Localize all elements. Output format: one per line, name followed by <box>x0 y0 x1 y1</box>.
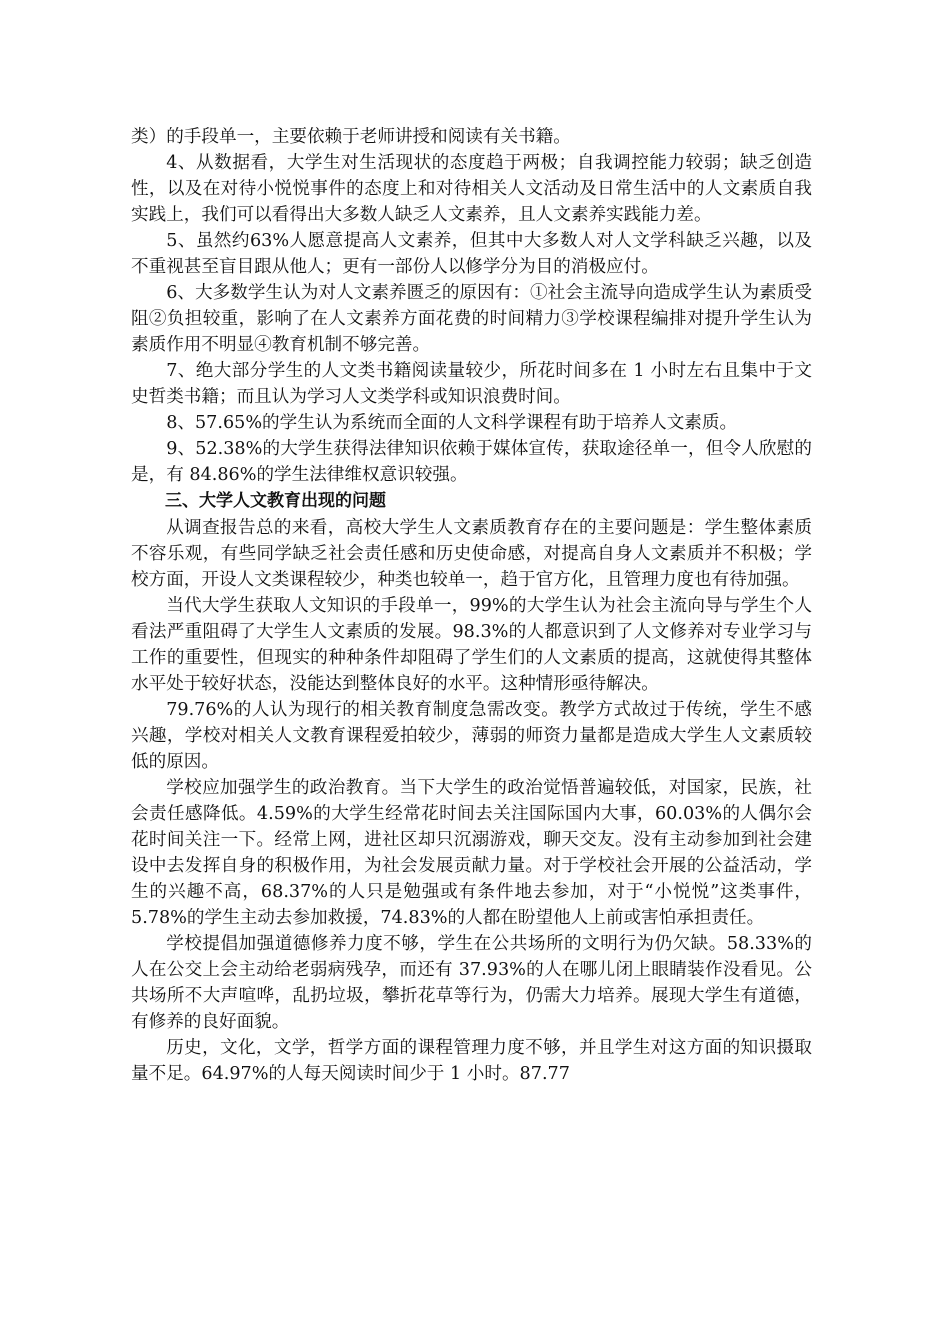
section-heading: 三、大学人文教育出现的问题 <box>165 491 386 511</box>
paragraph-finding-5: 5、虽然约63%人愿意提高人文素养，但其中大多数人对人文学科缺乏兴趣，以及不重视甚至盲目跟从他人；更有一部份人以修学分为目的消极应付。 <box>131 231 812 277</box>
paragraph-finding-7: 7、绝大部分学生的人文类书籍阅读量较少，所花时间多在 1 小时左右且集中于文史哲类书籍；而且认为学习人文类学科或知识浪费时间。 <box>131 361 812 407</box>
paragraph-moral-cultivation: 学校提倡加强道德修养力度不够，学生在公共场所的文明行为仍欠缺。58.33%的人在公交上会主动给老弱病残孕，而还有 37.93%的人在哪儿闭上眼睛装作没看见。公共场所不大声喧哗，乱扔垃圾，攀折花草等行为，仍需大力培养。展现大学生有道德，有修养的良好面貌。 <box>131 934 812 1032</box>
paragraph-knowledge-means: 当代大学生获取人文知识的手段单一，99%的大学生认为社会主流向导与学生个人看法严重阻碍了大学生人文素质的发展。98.3%的人都意识到了人文修养对专业学习与工作的重要性，但现实的种种条件却阻碍了学生们的人文素质的提高，这就使得其整体水平处于较好状态，没能达到整体良好的水平。这种情形亟待解决。 <box>131 596 812 694</box>
paragraph-political-education: 学校应加强学生的政治教育。当下大学生的政治觉悟普遍较低，对国家，民族，社会责任感降低。4.59%的大学生经常花时间去关注国际国内大事，60.03%的人偶尔会花时间关注一下。经常上网，进社区却只沉溺游戏，聊天交友。没有主动参加到社会建设中去发挥自身的积极作用，为社会发展贡献力量。对于学校社会开展的公益活动，学生的兴趣不高，68.37%的人只是勉强或有条件地去参加，对于“小悦悦”这类事件，5.78%的学生主动去参加救援，74.83%的人都在盼望他人上前或害怕承担责任。 <box>131 778 812 928</box>
paragraph-continuation: 类）的手段单一，主要依赖于老师讲授和阅读有关书籍。 <box>131 127 571 147</box>
paragraph-finding-4: 4、从数据看，大学生对生活现状的态度趋于两极；自我调控能力较弱；缺乏创造性，以及在对待小悦悦事件的态度上和对待相关人文活动及日常生活中的人文素质自我实践上，我们可以看得出大多数人缺乏人文素养，且人文素养实践能力差。 <box>131 153 812 225</box>
paragraph-education-system: 79.76%的人认为现行的相关教育制度急需改变。教学方式故过于传统，学生不感兴趣，学校对相关人文教育课程爱拍较少，薄弱的师资力量都是造成大学生人文素质较低的原因。 <box>131 700 812 772</box>
paragraph-finding-8: 8、57.65%的学生认为系统而全面的人文科学课程有助于培养人文素质。 <box>166 413 738 433</box>
document-page <box>131 124 812 1087</box>
paragraph-humanities-courses: 历史，文化，文学，哲学方面的课程管理力度不够，并且学生对这方面的知识摄取量不足。64.97%的人每天阅读时间少于 1 小时。87.77 <box>131 1038 812 1084</box>
paragraph-overview: 从调查报告总的来看，高校大学生人文素质教育存在的主要问题是：学生整体素质不容乐观，有些同学缺乏社会责任感和历史使命感，对提高自身人文素质并不积极；学校方面，开设人文类课程较少，种类也较单一，趋于官方化，且管理力度也有待加强。 <box>131 518 812 590</box>
paragraph-finding-9: 9、52.38%的大学生获得法律知识依赖于媒体宣传，获取途径单一，但令人欣慰的是，有 84.86%的学生法律维权意识较强。 <box>131 439 812 485</box>
paragraph-finding-6: 6、大多数学生认为对人文素养匮乏的原因有：①社会主流导向造成学生认为素质受阻②负担较重，影响了在人文素养方面花费的时间精力③学校课程编排对提升学生认为素质作用不明显④教育机制不够完善。 <box>131 283 812 355</box>
